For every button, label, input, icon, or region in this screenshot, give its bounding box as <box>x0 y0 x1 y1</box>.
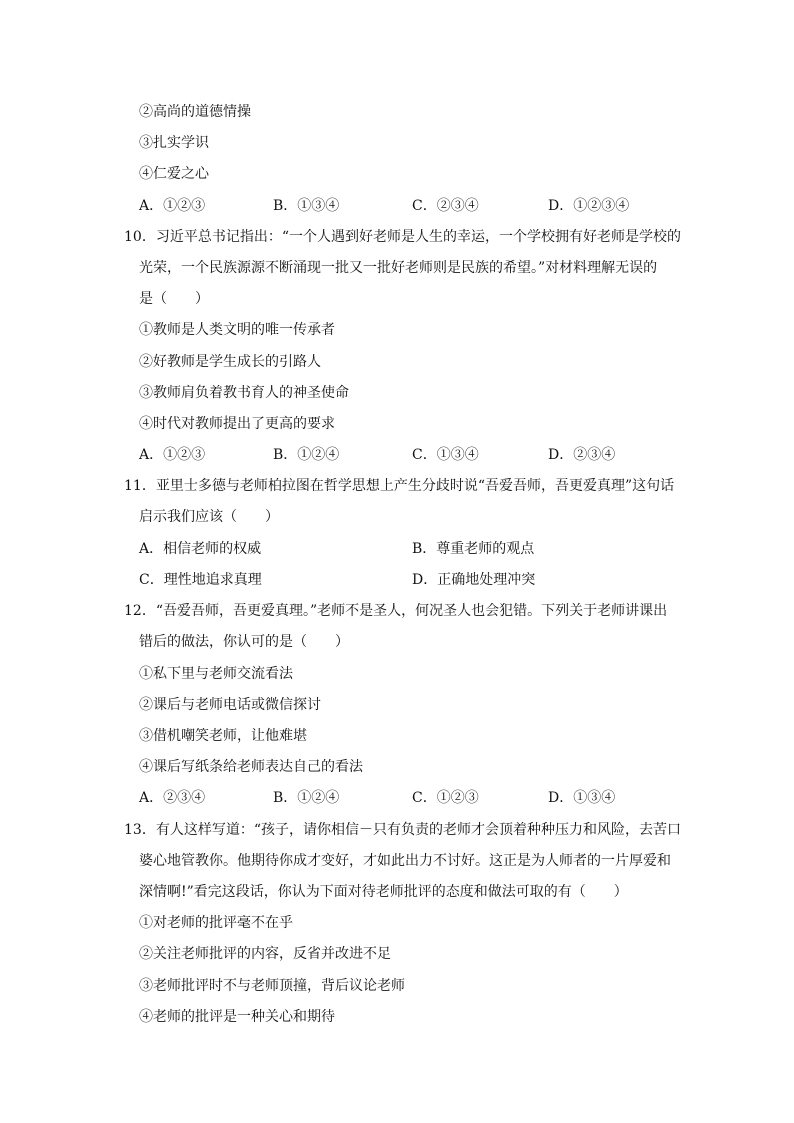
q13-item-3: ③老师批评时不与老师顶撞，背后议论老师 <box>139 978 405 994</box>
q10-option-a: A．①②③ <box>139 447 206 463</box>
q10-stem-line-3: 是（ ） <box>139 291 209 307</box>
q9-item-2: ②高尚的道德情操 <box>139 104 251 120</box>
q10-item-2: ②好教师是学生成长的引路人 <box>139 354 321 370</box>
q11-stem-line-1: 11．亚里士多德与老师柏拉图在哲学思想上产生分歧时说“吾爱吾师，吾更爱真理”这句话 <box>124 478 675 494</box>
q9-option-d: D．①②③④ <box>548 198 630 214</box>
q11-option-c: C．理性地追求真理 <box>139 572 262 588</box>
q13-stem-line-2: 婆心地管教你。他期待你成才变好，才如此出力不讨好。这正是为人师者的一片厚爱和 <box>139 853 671 869</box>
q10-option-d: D．②③④ <box>548 447 616 463</box>
q10-stem-line-1: 10．习近平总书记指出：“一个人遇到好老师是人生的幸运，一个学校拥有好老师是学校的 <box>124 229 681 245</box>
q13-item-1: ①对老师的批评毫不在乎 <box>139 915 293 931</box>
q11-option-a: A．相信老师的权威 <box>139 541 262 557</box>
q13-stem-line-3: 深情啊!”看完这段话，你认为下面对待老师批评的态度和做法可取的有（ ） <box>139 884 628 900</box>
q11-option-d: D．正确地处理冲突 <box>412 572 536 588</box>
q12-item-4: ④课后写纸条给老师表达自己的看法 <box>139 759 363 775</box>
q9-option-c: C．②③④ <box>412 198 479 214</box>
q10-option-c: C．①③④ <box>412 447 479 463</box>
q12-stem-line-1: 12．“吾爱吾师，吾更爱真理。”老师不是圣人，何况圣人也会犯错。下列关于老师讲课出 <box>124 603 668 619</box>
q13-stem-line-1: 13．有人这样写道：“孩子，请你相信－只有负责的老师才会顶着种种压力和风险，去苦口 <box>124 822 681 838</box>
q10-item-3: ③教师肩负着教书育人的神圣使命 <box>139 385 349 401</box>
q12-item-1: ①私下里与老师交流看法 <box>139 666 293 682</box>
q11-stem-line-2: 启示我们应该（ ） <box>139 509 279 525</box>
q12-stem-line-2: 错后的做法，你认可的是（ ） <box>139 634 349 650</box>
q11-option-b: B．尊重老师的观点 <box>412 541 535 557</box>
q12-option-b: B．①②④ <box>273 790 340 806</box>
q12-option-d: D．①③④ <box>548 790 616 806</box>
q13-item-2: ②关注老师批评的内容，反省并改进不足 <box>139 946 391 962</box>
q10-option-b: B．①②④ <box>273 447 340 463</box>
q13-item-4: ④老师的批评是一种关心和期待 <box>139 1009 335 1025</box>
q12-option-c: C．①②③ <box>412 790 479 806</box>
q9-option-b: B．①③④ <box>273 198 340 214</box>
q12-item-3: ③借机嘲笑老师，让他难堪 <box>139 728 307 744</box>
q12-option-a: A．②③④ <box>139 790 206 806</box>
q9-item-3: ③扎实学识 <box>139 135 209 151</box>
q10-item-4: ④时代对教师提出了更高的要求 <box>139 416 335 432</box>
q10-item-1: ①教师是人类文明的唯一传承者 <box>139 322 335 338</box>
q9-option-a: A．①②③ <box>139 198 206 214</box>
q12-item-2: ②课后与老师电话或微信探讨 <box>139 697 321 713</box>
q9-item-4: ④仁爱之心 <box>139 166 209 182</box>
q10-stem-line-2: 光荣，一个民族源源不断涌现一批又一批好老师则是民族的希望。”对材料理解无误的 <box>139 260 658 276</box>
